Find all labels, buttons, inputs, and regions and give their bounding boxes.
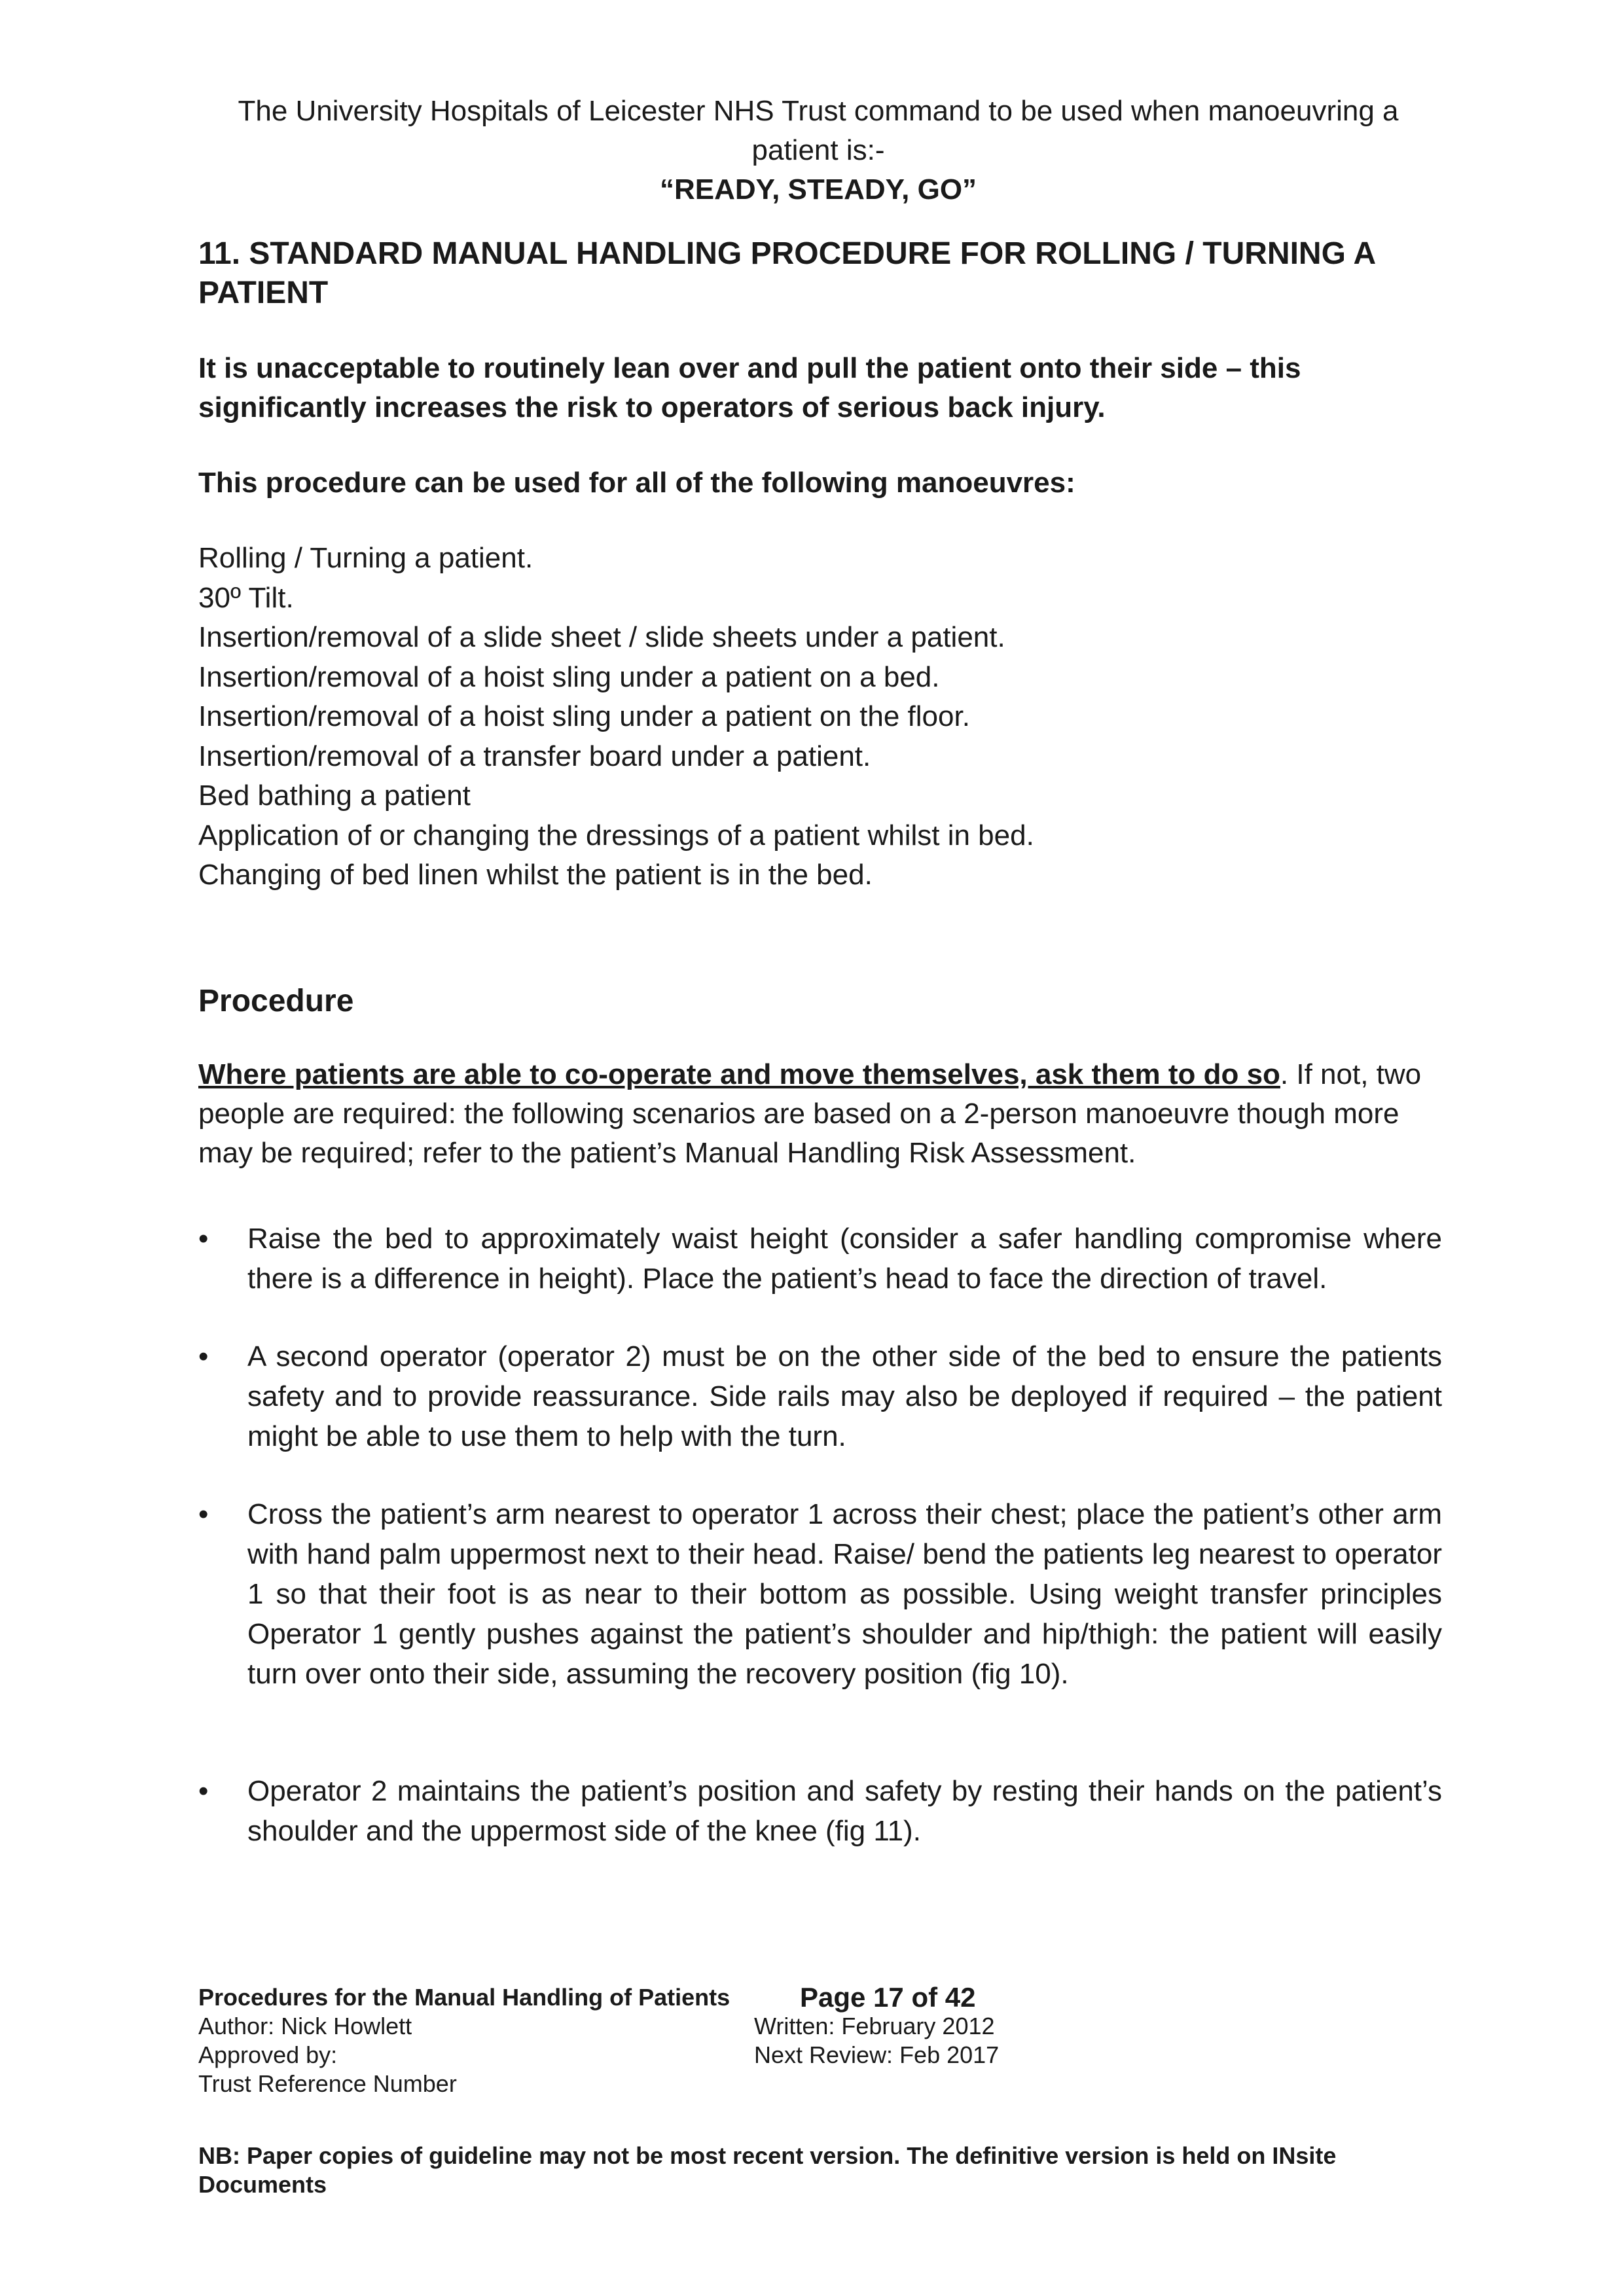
command-line-1: The University Hospitals of Leicester NHS Trust command to be used when manoeuvring a [238,95,1399,127]
paragraph-rest: . If not, two people are required: the following scenarios are based on a 2-person manoeuvre though more may be required; refer to the patient’s Manual Handling Risk Assessment. [198,1058,1422,1169]
footer-doc-title: Procedures for the Manual Handling of Patients [198,1984,731,2011]
list-item: Application of or changing the dressings of a patient whilst in bed. [198,819,1034,852]
procedure-heading: Procedure [198,984,354,1018]
list-item: Insertion/removal of a hoist sling under a patient on a bed. [198,660,940,693]
footer-left [198,1983,730,2098]
footer-next-review: Next Review: Feb 2017 [754,2041,1000,2068]
command-line-2: patient is:- [751,134,885,166]
bullet-icon: • [198,1223,209,1255]
manoeuvre-list [198,539,1034,895]
list-item: Insertion/removal of a slide sheet / slide sheets under a patient. [198,621,1005,653]
step-text: Cross the patient’s arm nearest to operator 1 across their chest; place the patient’s other arm with hand palm uppermost next to their head. Raise/ bend the patients leg nearest to operator 1 so that their foot is as near to their bottom as possible. Using weight transfer principles Operator 1 gently pushes against the patient’s shoulder and hip/thigh: the patient will easily turn over onto their side, assuming the recovery position (fig 10). [247,1498,1442,1690]
underlined-instruction: Where patients are able to co-operate and move themselves, ask them to do so [198,1058,1280,1090]
command-phrase: “READY, STEADY, GO” [659,173,977,206]
step-text: A second operator (operator 2) must be on the other side of the bed to ensure the patients safety and to provide reassurance. Side rails may also be deployed if required – the patient might be able to use them to help with the turn. [247,1340,1442,1452]
footer-trust-reference: Trust Reference Number [198,2070,457,2097]
step-item [198,1219,1442,1299]
procedure-steps [198,1219,1442,1851]
bullet-icon: • [198,1498,209,1530]
footer-approved: Approved by: [198,2041,338,2068]
list-item: Rolling / Turning a patient. [198,542,533,574]
trust-command-header [164,92,1473,209]
footer-author: Author: Nick Howlett [198,2013,412,2039]
section-title: 11. STANDARD MANUAL HANDLING PROCEDURE FOR ROLLING / TURNING A PATIENT [198,236,1375,310]
list-item: Insertion/removal of a transfer board under a patient. [198,740,871,772]
list-item: 30º Tilt. [198,581,294,614]
footer-right [754,1983,999,2070]
page-number: Page 17 of 42 [800,1982,976,2013]
intro-text: This procedure can be used for all of the following manoeuvres: [198,467,1075,499]
step-item [198,1771,1442,1851]
bullet-icon: • [198,1775,209,1807]
list-item: Insertion/removal of a hoist sling under a patient on the floor. [198,700,970,732]
step-item [198,1336,1442,1456]
step-text: Operator 2 maintains the patient’s position and safety by resting their hands on the patient’s shoulder and the uppermost side of the knee (fig 11). [247,1775,1442,1847]
footer-disclaimer: NB: Paper copies of guideline may not be most recent version. The definitive version is held on INsite Documents [198,2142,1337,2198]
bullet-icon: • [198,1340,209,1372]
step-text: Raise the bed to approximately waist height (consider a safer handling compromise where there is a difference in height). Place the patient’s head to face the direction of travel. [247,1223,1442,1295]
list-item: Bed bathing a patient [198,780,471,812]
procedure-intro-paragraph [198,1055,1442,1173]
list-item: Changing of bed linen whilst the patient is in the bed. [198,859,873,891]
warning-text: It is unacceptable to routinely lean over and pull the patient onto their side – this significantly increases the risk to operators of serious back injury. [198,352,1301,423]
step-item [198,1494,1442,1694]
footer-written-date: Written: February 2012 [754,2013,995,2039]
